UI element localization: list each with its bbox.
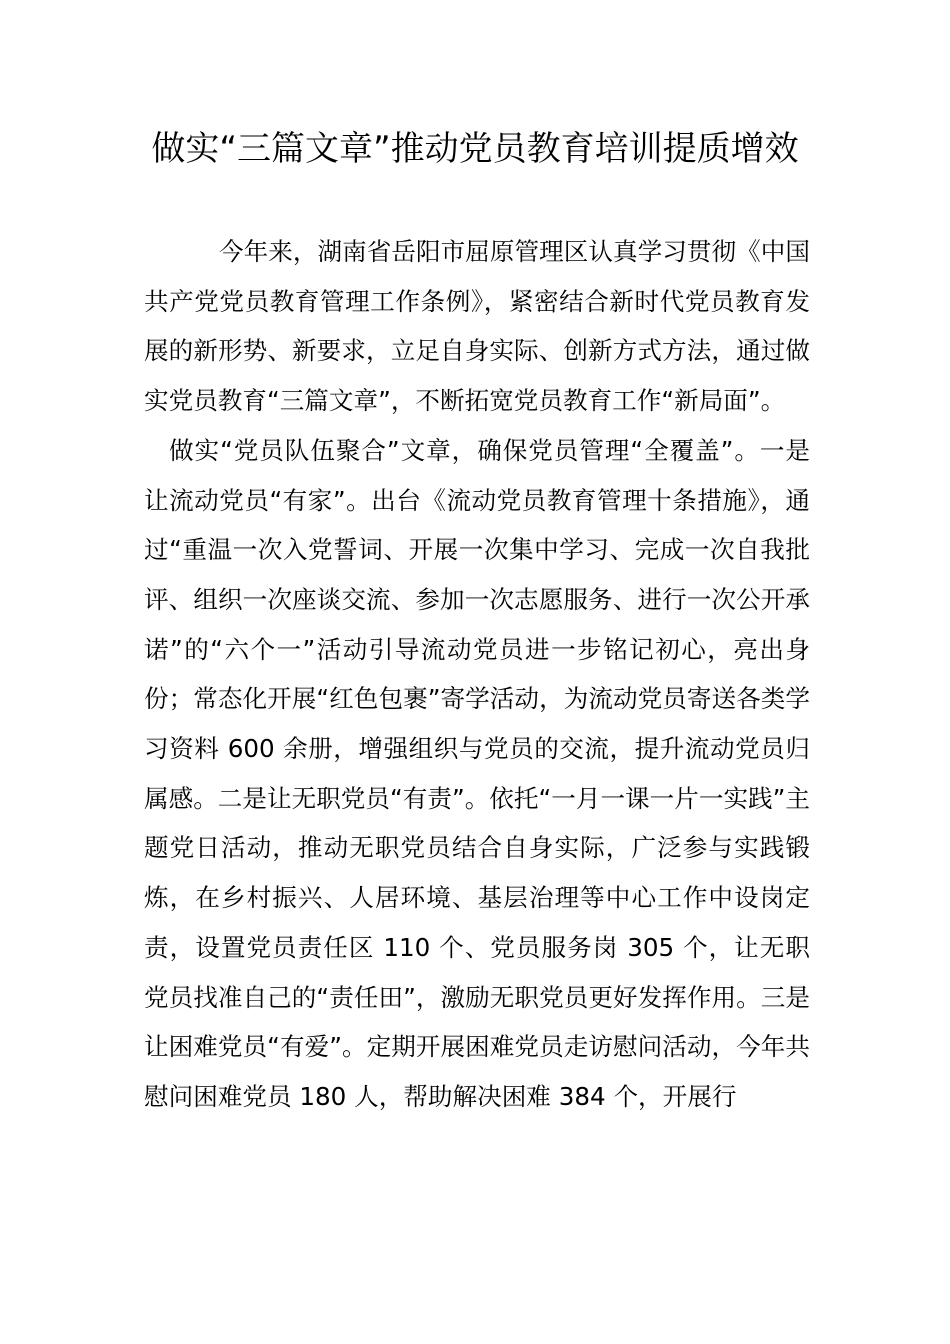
paragraph-intro: 今年来，湖南省岳阳市屈原管理区认真学习贯彻《中国共产党党员教育管理工作条例》，紧密结合新时代党员教育发展的新形势、新要求，立足自身实际、创新方式方法，通过做实党员教育“三篇文章”，不断拓宽党员教育工作“新局面”。 [144,237,810,416]
paragraph-party-member-team: 做实“党员队伍聚合”文章，确保党员管理“全覆盖”。一是让流动党员“有家”。出台《流动党员教育管理十条措施》，通过“重温一次入党誓词、开展一次集中学习、完成一次自我批评、组织一次座谈交流、参加一次志愿服务、进行一次公开承诺”的“六个一”活动引导流动党员进一步铭记初心，亮出身份；常态化开展“红色包裹”寄学活动，为流动党员寄送各类学习资料 600 余册，增强组织与党员的交流，提升流动党员归属感。二是让无职党员“有责”。依托“一月一课一片一实践”主题党日活动，推动无职党员结合自身实际，广泛参与实践锻炼，在乡村振兴、人居环境、基层治理等中心工作中设岗定责，设置党员责任区 110 个、党员服务岗 305 个，让无职党员找准自己的“责任田”，激励无职党员更好发挥作用。三是让困难党员“有爱”。定期开展困难党员走访慰问活动，今年共慰问困难党员 180 人，帮助解决困难 384 个，开展行 [144,435,810,1111]
document-body [144,227,810,1122]
document-title: 做实“三篇文章”推动党员教育培训提质增效 [151,129,799,169]
